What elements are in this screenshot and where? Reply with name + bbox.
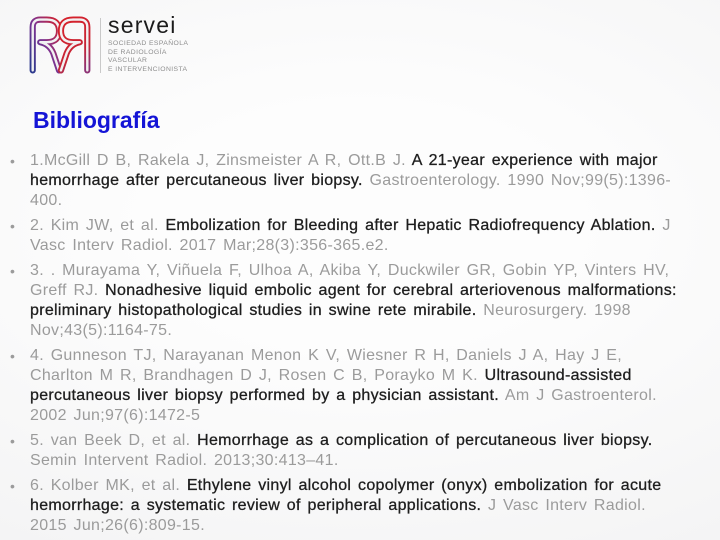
brand-subtitle-line: SOCIEDAD ESPAÑOLA bbox=[108, 40, 189, 47]
reference-authors: 5. van Beek D, et al. bbox=[30, 432, 198, 449]
reference-journal: J Vasc Interv Radiol. 2017 Mar;28(3):356-365.e2. bbox=[30, 217, 671, 254]
header bbox=[0, 0, 720, 90]
logo-divider bbox=[100, 18, 101, 73]
reference-item bbox=[8, 151, 684, 211]
reference-authors: 4. Gunneson TJ, Narayanan Menon K V, Wiesner R H, Daniels J A, Hay J E, Charlton M R, Brandhagen D J, Rosen C B, Porayko M K. bbox=[30, 347, 623, 384]
reference-authors: 6. Kolber MK, et al. bbox=[30, 477, 187, 494]
reference-title: Nonadhesive liquid embolic agent for cerebral arteriovenous malformations: preliminary histopathological studies in swine rete mirabile. bbox=[30, 282, 677, 319]
reference-title: Ultrasound-assisted percutaneous liver biopsy performed by a physician assistant. bbox=[30, 367, 632, 404]
reference-item bbox=[8, 261, 684, 341]
reference-item bbox=[8, 346, 684, 426]
servei-rr-logo-icon bbox=[26, 13, 94, 77]
reference-journal: J Vasc Interv Radiol. 2015 Jun;26(6):809-15. bbox=[30, 497, 646, 534]
brand-name: servei bbox=[108, 12, 177, 38]
brand-subtitle-line: E INTERVENCIONISTA bbox=[108, 65, 188, 73]
reference-title: Ethylene vinyl alcohol copolymer (onyx) embolization for acute hemorrhage: a systematic review of peripheral applications. bbox=[30, 477, 662, 514]
brand-subtitle-line: DE RADIOLOGÍA bbox=[108, 48, 167, 56]
brand-block bbox=[108, 13, 188, 74]
reference-item bbox=[8, 476, 684, 536]
reference-journal: Gastroenterology. 1990 Nov;99(5):1396-400. bbox=[30, 172, 672, 209]
brand-subtitle-line: VASCULAR bbox=[108, 57, 148, 65]
reference-item bbox=[8, 431, 684, 471]
reference-title: A 21-year experience with major hemorrhage after percutaneous liver biopsy. bbox=[30, 152, 658, 189]
reference-authors: 2. Kim JW, et al. bbox=[30, 217, 166, 234]
reference-title: Embolization for Bleeding after Hepatic Radiofrequency Ablation. bbox=[165, 217, 663, 234]
reference-item bbox=[8, 216, 684, 256]
reference-authors: 1.McGill D B, Rakela J, Zinsmeister A R, Ott.B J. bbox=[30, 152, 412, 169]
reference-authors: 3. . Murayama Y, Viñuela F, Ulhoa A, Akiba Y, Duckwiler GR, Gobin YP, Vinters HV, Greff RJ. bbox=[30, 262, 670, 299]
references-list bbox=[8, 151, 684, 540]
reference-journal: Semin Intervent Radiol. 2013;30:413–41. bbox=[30, 452, 339, 469]
reference-title: Hemorrhage as a complication of percutaneous liver biopsy. bbox=[197, 432, 653, 449]
reference-journal: Am J Gastroenterol. 2002 Jun;97(6):1472-5 bbox=[30, 387, 657, 424]
brand-subtitle bbox=[108, 40, 188, 74]
reference-journal: Neurosurgery. 1998 Nov;43(5):1164-75. bbox=[30, 302, 631, 339]
page-title: Bibliografía bbox=[33, 107, 160, 133]
